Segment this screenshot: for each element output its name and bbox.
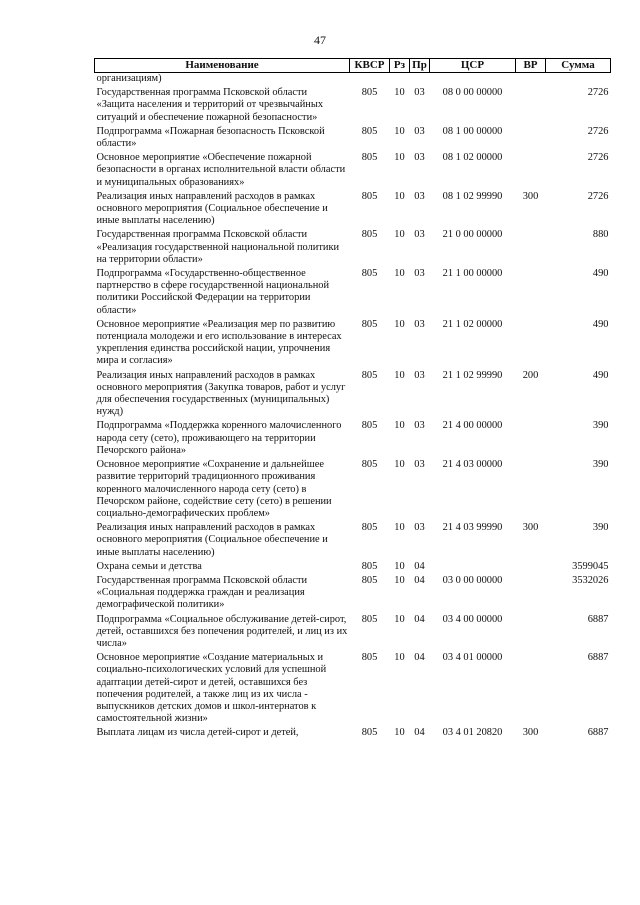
row-name: Охрана семьи и детства (96, 560, 202, 572)
row-vr (516, 229, 546, 268)
row-name: Подпрограмма «Государственно-общественное партнерство в сфере государственной национальной политики Российской Федерации на территории области» (96, 268, 330, 316)
row-sum: 490 (592, 369, 609, 381)
row-kvsr: 805 (361, 652, 378, 664)
column-header-kvsr: КВСР (350, 59, 390, 73)
row-name: Государственная программа Псковской области «Социальная поддержка граждан и реализация демографической политики» (96, 574, 308, 611)
row-vr: 300 (522, 190, 539, 202)
table-row (95, 370, 611, 421)
table-row (95, 229, 611, 268)
table-row (95, 575, 611, 614)
row-name: Государственная программа Псковской области «Реализация государственной национальной политики на территории области» (96, 229, 340, 265)
row-rz: 10 (394, 318, 405, 330)
row-name: Подпрограмма «Социальное обслуживание детей-сирот, детей, оставшихся без попечения родителей, и лиц из их числа» (96, 613, 348, 649)
row-vr (516, 126, 546, 152)
row-pr: 04 (414, 727, 425, 739)
row-name: Выплата лицам из числа детей-сирот и детей, (96, 727, 299, 739)
row-pr: 03 (414, 318, 425, 330)
row-kvsr: 805 (361, 125, 378, 137)
row-sum: 6887 (587, 652, 609, 664)
row-csr (430, 561, 516, 575)
row-pr: 03 (414, 152, 425, 164)
table-row (95, 319, 611, 370)
row-vr (516, 268, 546, 319)
row-rz: 10 (394, 125, 405, 137)
row-rz: 10 (394, 87, 405, 99)
row-kvsr: 805 (361, 727, 378, 739)
row-name: Подпрограмма «Пожарная безопасность Псковской области» (96, 125, 325, 150)
column-header-csr: ЦСР (430, 59, 516, 73)
row-rz: 10 (394, 652, 405, 664)
row-rz: 10 (394, 420, 405, 432)
row-name: Реализация иных направлений расходов в рамках основного мероприятия (Социальное обеспечение и иные выплаты населению) (96, 522, 328, 558)
table-row (95, 652, 611, 727)
row-sum: 6887 (587, 613, 609, 625)
table-row (95, 152, 611, 191)
row-vr (516, 152, 546, 191)
row-name: Основное мероприятие «Создание материальных и социально-психологических условий для успешной адаптации детей-сирот и детей, оставшихся без попечения родителей, а также лиц из их числа - выпускников детских домов и школ-интернатов к самостоятельной жизни» (96, 652, 327, 725)
row-sum: 2726 (587, 87, 609, 99)
row-pr: 03 (414, 459, 425, 471)
page-number: 47 (314, 33, 326, 47)
budget-table (94, 58, 611, 742)
row-name: Основное мероприятие «Обеспечение пожарной безопасности в органах исполнительной власти области и муниципальных образованиях» (96, 152, 346, 188)
row-vr (516, 614, 546, 653)
row-csr (430, 73, 516, 88)
row-sum: 390 (592, 459, 609, 471)
table-row (95, 727, 611, 741)
row-pr: 03 (414, 87, 425, 99)
row-csr: 21 1 02 00000 (442, 318, 503, 330)
table-row (95, 268, 611, 319)
column-header-name: Наименование (95, 59, 350, 73)
row-sum: 880 (592, 229, 609, 241)
row-kvsr: 805 (361, 560, 378, 572)
row-name: Реализация иных направлений расходов в рамках основного мероприятия (Закупка товаров, работ и услуг для обеспечения государственных (муниципальных) нужд) (96, 369, 346, 418)
row-rz: 10 (394, 369, 405, 381)
row-name: Реализация иных направлений расходов в рамках основного мероприятия (Социальное обеспечение и иные выплаты населению) (96, 190, 328, 227)
row-name: Государственная программа Псковской области «Защита населения и территорий от чрезвычайных ситуаций и обеспечение пожарной безопасности» (96, 87, 324, 123)
table-row (95, 420, 611, 459)
table-row (95, 614, 611, 653)
row-csr: 08 1 00 00000 (442, 125, 503, 137)
row-rz: 10 (394, 190, 405, 202)
row-name: Подпрограмма «Поддержка коренного малочисленного народа сету (сето), проживающего на территории Печорского района» (96, 420, 342, 456)
row-kvsr: 805 (361, 420, 378, 432)
row-sum: 490 (592, 268, 609, 280)
row-name: организациям) (96, 73, 162, 84)
row-vr (516, 420, 546, 459)
row-csr: 08 0 00 00000 (442, 87, 503, 99)
row-vr (516, 87, 546, 126)
row-rz: 10 (394, 268, 405, 280)
row-csr: 21 4 03 99990 (442, 522, 503, 534)
row-vr: 300 (522, 727, 539, 739)
row-name: Основное мероприятие «Сохранение и дальнейшее развитие территорий традиционного проживания коренного малочисленного народа сету (сето) в Печорском районе, содействие сету (сето) в решении социально-демографических проблем» (96, 459, 332, 519)
row-kvsr: 805 (361, 229, 378, 241)
table-row (95, 191, 611, 230)
table-row (95, 126, 611, 152)
row-kvsr: 805 (361, 574, 378, 586)
table-header (95, 59, 611, 73)
row-kvsr: 805 (361, 190, 378, 202)
row-kvsr: 805 (361, 369, 378, 381)
row-csr: 21 1 02 99990 (442, 369, 503, 381)
row-kvsr: 805 (361, 87, 378, 99)
row-rz: 10 (394, 459, 405, 471)
column-header-sum: Сумма (546, 59, 611, 73)
row-csr: 03 4 01 20820 (442, 727, 503, 739)
row-vr (516, 575, 546, 614)
row-csr: 03 4 01 00000 (442, 652, 503, 664)
row-csr: 08 1 02 99990 (442, 190, 503, 202)
row-vr (516, 319, 546, 370)
row-pr: 04 (414, 613, 425, 625)
row-sum: 390 (592, 420, 609, 432)
row-vr (516, 652, 546, 727)
row-pr: 03 (414, 522, 425, 534)
row-sum: 2726 (587, 125, 609, 137)
row-sum: 490 (592, 318, 609, 330)
row-csr: 21 4 00 00000 (442, 420, 503, 432)
row-pr: 04 (414, 560, 425, 572)
column-header-rz: Рз (390, 59, 410, 73)
row-rz: 10 (394, 152, 405, 164)
row-rz (390, 73, 410, 88)
row-rz: 10 (394, 229, 405, 241)
row-vr: 200 (522, 369, 539, 381)
row-csr: 21 0 00 00000 (442, 229, 503, 241)
row-pr: 03 (414, 268, 425, 280)
row-vr (516, 561, 546, 575)
row-rz: 10 (394, 522, 405, 534)
row-kvsr: 805 (361, 613, 378, 625)
row-kvsr (350, 73, 390, 88)
row-name: Основное мероприятие «Реализация мер по развитию потенциала молодежи и его использование в интересах укрепления единства российской нации, упрочнения мира и согласия» (96, 318, 342, 367)
row-kvsr: 805 (361, 152, 378, 164)
row-rz: 10 (394, 727, 405, 739)
row-rz: 10 (394, 560, 405, 572)
row-kvsr: 805 (361, 268, 378, 280)
row-kvsr: 805 (361, 459, 378, 471)
row-pr: 03 (414, 229, 425, 241)
column-header-pr: Пр (410, 59, 430, 73)
row-pr: 03 (414, 420, 425, 432)
row-pr: 03 (414, 190, 425, 202)
row-csr: 21 1 00 00000 (442, 268, 503, 280)
table-row (95, 522, 611, 561)
row-pr (410, 73, 430, 88)
row-rz: 10 (394, 574, 405, 586)
row-csr: 08 1 02 00000 (442, 152, 503, 164)
row-vr (516, 459, 546, 522)
row-csr: 03 0 00 00000 (442, 574, 503, 586)
row-csr: 03 4 00 00000 (442, 613, 503, 625)
row-sum (546, 73, 611, 88)
row-kvsr: 805 (361, 318, 378, 330)
row-pr: 04 (414, 574, 425, 586)
column-header-vr: ВР (516, 59, 546, 73)
row-kvsr: 805 (361, 522, 378, 534)
row-rz: 10 (394, 613, 405, 625)
row-vr: 300 (522, 522, 539, 534)
row-pr: 04 (414, 652, 425, 664)
row-vr (516, 73, 546, 88)
row-sum: 2726 (587, 152, 609, 164)
table-row (95, 459, 611, 522)
row-sum: 3532026 (572, 574, 609, 586)
table-row (95, 561, 611, 575)
row-sum: 6887 (587, 727, 609, 739)
row-pr: 03 (414, 369, 425, 381)
row-csr: 21 4 03 00000 (442, 459, 503, 471)
row-pr: 03 (414, 125, 425, 137)
row-sum: 2726 (587, 190, 609, 202)
table-row (95, 87, 611, 126)
row-sum: 390 (592, 522, 609, 534)
table-row (95, 73, 611, 88)
row-sum: 3599045 (572, 560, 609, 572)
table-body (95, 73, 611, 742)
